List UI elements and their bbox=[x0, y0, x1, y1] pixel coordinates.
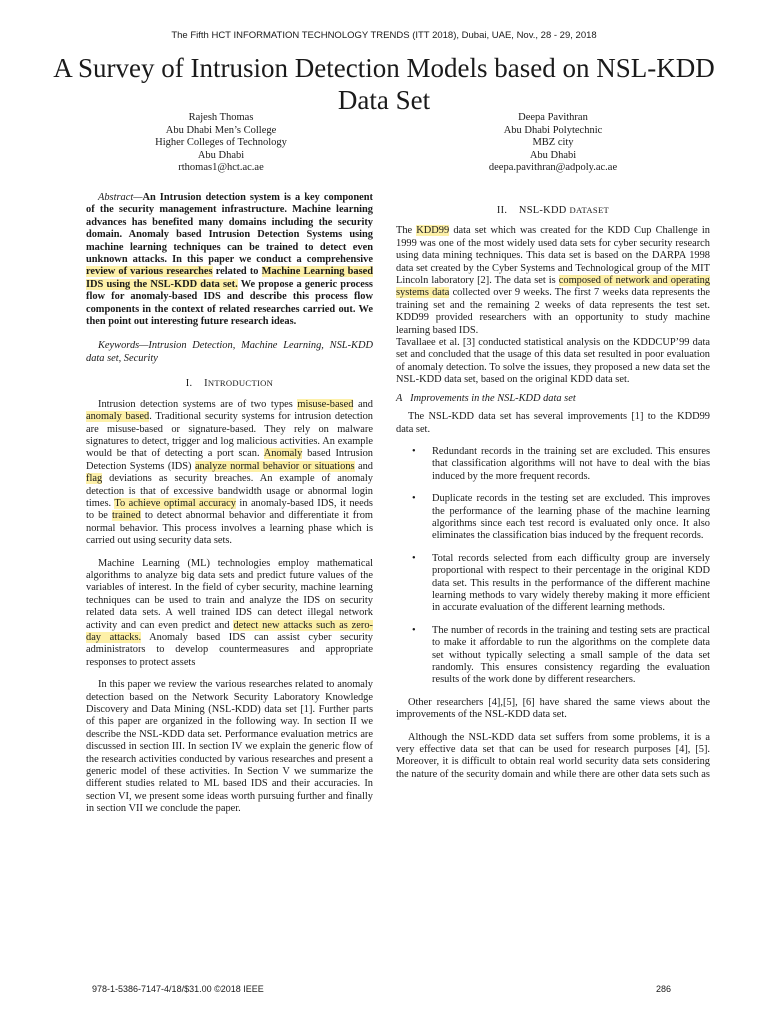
highlight: To achieve optimal accuracy bbox=[114, 497, 236, 509]
left-column bbox=[86, 192, 373, 826]
section-number: I. bbox=[185, 378, 193, 390]
abstract bbox=[86, 192, 373, 328]
intro-paragraph-3: In this paper we review the various researches related to anomaly detection based on the Network Security Laboratory Knowledge Discovery and Data Mining (NSL-KDD) data set [1]. Further parts of this paper are organized in the following way. In section II we describe the NSL-KDD data set. Performance evaluation metrics are discussed in section III. In section IV we explain the generic flow of the research activities conducted by various researches and present a generic model of these activities. In Section V we summarize the different studies related to ML based IDS and their accuracies. In section VI, we present some ideas worth pursuing further and finally in section VII we conclude the paper. bbox=[86, 679, 373, 815]
section-title-initial: I bbox=[204, 378, 208, 390]
highlight: KDD99 bbox=[416, 225, 450, 237]
footer-isbn: 978-1-5386-7147-4/18/$31.00 ©2018 IEEE bbox=[92, 984, 264, 994]
improvements-list bbox=[396, 446, 710, 687]
list-item: • Duplicate records in the testing set are excluded. This improves the performance of the learning phase of the machine learning algorithms since each test record is evaluated only once. It also eliminates the classification bias induced by the frequent records. bbox=[432, 493, 710, 543]
section-title: NSL-KDD bbox=[518, 205, 567, 216]
right-column bbox=[396, 204, 710, 791]
list-item: • Redundant records in the training set are excluded. This ensures that classification algorithms will not have to deal with the bias induced by the more frequent records. bbox=[432, 446, 710, 483]
keywords: Keywords—Intrusion Detection, Machine Learning, NSL-KDD data set, Security bbox=[86, 340, 373, 364]
author-affiliation: Higher Colleges of Technology bbox=[155, 137, 287, 148]
highlight: anomaly based bbox=[86, 411, 150, 423]
highlight: Machine Learning based IDS using the NSL-KDD data set. bbox=[86, 266, 374, 290]
dataset-paragraph-1: The KDD99 data set which was created for the KDD Cup Challenge in 1999 was one of the most widely used data sets for cyber security research using data mining techniques. This data set is based on the DARPA 1998 data set created by the Cyber Systems and Technological group of the MIT Lincoln laboratory [2]. The data set is composed of network and operating systems data collected over 9 weeks. The first 7 weeks data represents the training set and the remaining 2 weeks of data represents the test set. KDD99 provided researchers with an opportunity to study machine learning based IDS. bbox=[396, 225, 711, 336]
section-title-rest: NTRODUCTION bbox=[207, 378, 274, 389]
highlight: review of various researches bbox=[86, 266, 213, 278]
section-number: II. bbox=[496, 205, 508, 216]
list-item: • Total records selected from each difficulty group are inversely proportional with respect to their percentage in the original KDD data set. This results in the performance of the different machine learning methods to vary widely thereby making it more efficient in accurate evaluation of the different learning methods. bbox=[432, 553, 710, 615]
dataset-paragraph-4: Other researchers [4],[5], [6] have shared the same views about the improvements of the NSL-KDD data set. bbox=[396, 696, 710, 721]
subsection-heading: A Improvements in the NSL-KDD data set bbox=[396, 392, 576, 404]
highlight: misuse-based bbox=[297, 398, 354, 410]
author-city: Abu Dhabi bbox=[197, 149, 245, 161]
author-affiliation: Abu Dhabi Men’s College bbox=[165, 124, 277, 136]
list-item: • The number of records in the training and testing sets are practical to make it affordable to run the algorithms on the complete data set without typically selecting a small sample of the data set randomly. This ensures consistency regarding the evaluation results of the work done by different researchers. bbox=[432, 625, 710, 687]
highlight: flag bbox=[86, 473, 103, 485]
author-name: Deepa Pavithran bbox=[518, 112, 588, 123]
abstract-text: We propose a generic process flow for anomaly-based IDS and describe this process flow components in the context of related researches carried out. We then point out interesting future research ideas. bbox=[86, 278, 373, 328]
dataset-paragraph-3: The NSL-KDD data set has several improvements [1] to the KDD99 data set. bbox=[396, 411, 710, 435]
author-affiliation: Abu Dhabi Polytechnic bbox=[503, 124, 603, 136]
dataset-paragraph-2: Tavallaee et al. [3] conducted statistical analysis on the KDDCUP’99 data set and concluded that the usage of this data set resulted in poor evaluation of anomaly detection. To solve the issues, they proposed a new data set the NSL-KDD data set, based on the original KDD data set. bbox=[396, 337, 710, 386]
intro-paragraph-1: Intrusion detection systems are of two types misuse-based and anomaly based. Traditional security systems for intrusion detection are misuse-based or signature-based. They rely on malware signatures to detect, trigger and log malicious activities. An example would be that of detecting a port scan. Anomaly based Intrusion Detection Systems (IDS) analyze normal behavior or situations and flag deviations as security breaches. An example of anomaly detection is that of excessive bandwidth usage or abnormal login times. To achieve optimal accuracy in anomaly-based IDS, it needs to be trained to detect abnormal behavior and differentiate it from normal behavior. This process involves a learning phase which is carried out using security data sets. bbox=[86, 398, 373, 547]
conference-header: The Fifth HCT INFORMATION TECHNOLOGY TRENDS (ITT 2018), Dubai, UAE, Nov., 28 - 29, 2018 bbox=[171, 30, 597, 41]
abstract-lead: Abstract— bbox=[98, 192, 143, 203]
author-city: Abu Dhabi bbox=[529, 149, 577, 161]
section-heading-dataset bbox=[396, 204, 710, 217]
highlight: detect new attacks such as zero-day attacks. bbox=[86, 619, 373, 643]
abstract-text: related to bbox=[212, 266, 262, 278]
author-affiliation: MBZ city bbox=[532, 137, 574, 148]
highlight: analyze normal behavior or situations bbox=[194, 460, 355, 472]
author-name: Rajesh Thomas bbox=[188, 112, 254, 123]
highlight: composed of network and operating systems data bbox=[396, 275, 710, 299]
author-email: deepa.pavithran@adpoly.ac.ae bbox=[488, 162, 618, 173]
section-title-rest: DATASET bbox=[569, 205, 610, 215]
highlight: Anomaly bbox=[263, 448, 303, 460]
section-heading-introduction bbox=[86, 377, 373, 390]
paper-title: A Survey of Intrusion Detection Models based on NSL-KDD Data Set bbox=[53, 53, 715, 115]
highlight: trained bbox=[111, 510, 141, 522]
author-block-1 bbox=[96, 112, 346, 175]
author-email: rthomas1@hct.ac.ae bbox=[178, 162, 264, 173]
page-number: 286 bbox=[656, 984, 672, 994]
dataset-paragraph-5: Although the NSL-KDD data set suffers from some problems, it is a very effective data set that can be used for research purposes [4], [5]. Moreover, it is difficult to obtain real world security data sets considering the nature of the security domain and while there are other data sets such as bbox=[396, 731, 710, 780]
author-block-2 bbox=[428, 112, 678, 175]
intro-paragraph-2: Machine Learning (ML) technologies employ mathematical algorithms to analyze big data sets and predict future values of the variables of interest. In the field of cyber security, machine learning techniques can be used to train and analyze the IDS on security related data sets. A well trained IDS can detect illegal network activity and can even predict and detect new attacks such as zero-day attacks. Anomaly based IDS can assist cyber security administrators to develop countermeasures and appropriate responses to protect assets bbox=[86, 557, 373, 668]
abstract-text: An Intrusion detection system is a key component of the security management infrastructure. Machine learning advances has benefited many domains including the security domain. Anomaly based Intrusion Detection Systems using machine learning techniques can be trained to detect even unknown attacks. In this paper we conduct a comprehensive bbox=[86, 192, 373, 266]
